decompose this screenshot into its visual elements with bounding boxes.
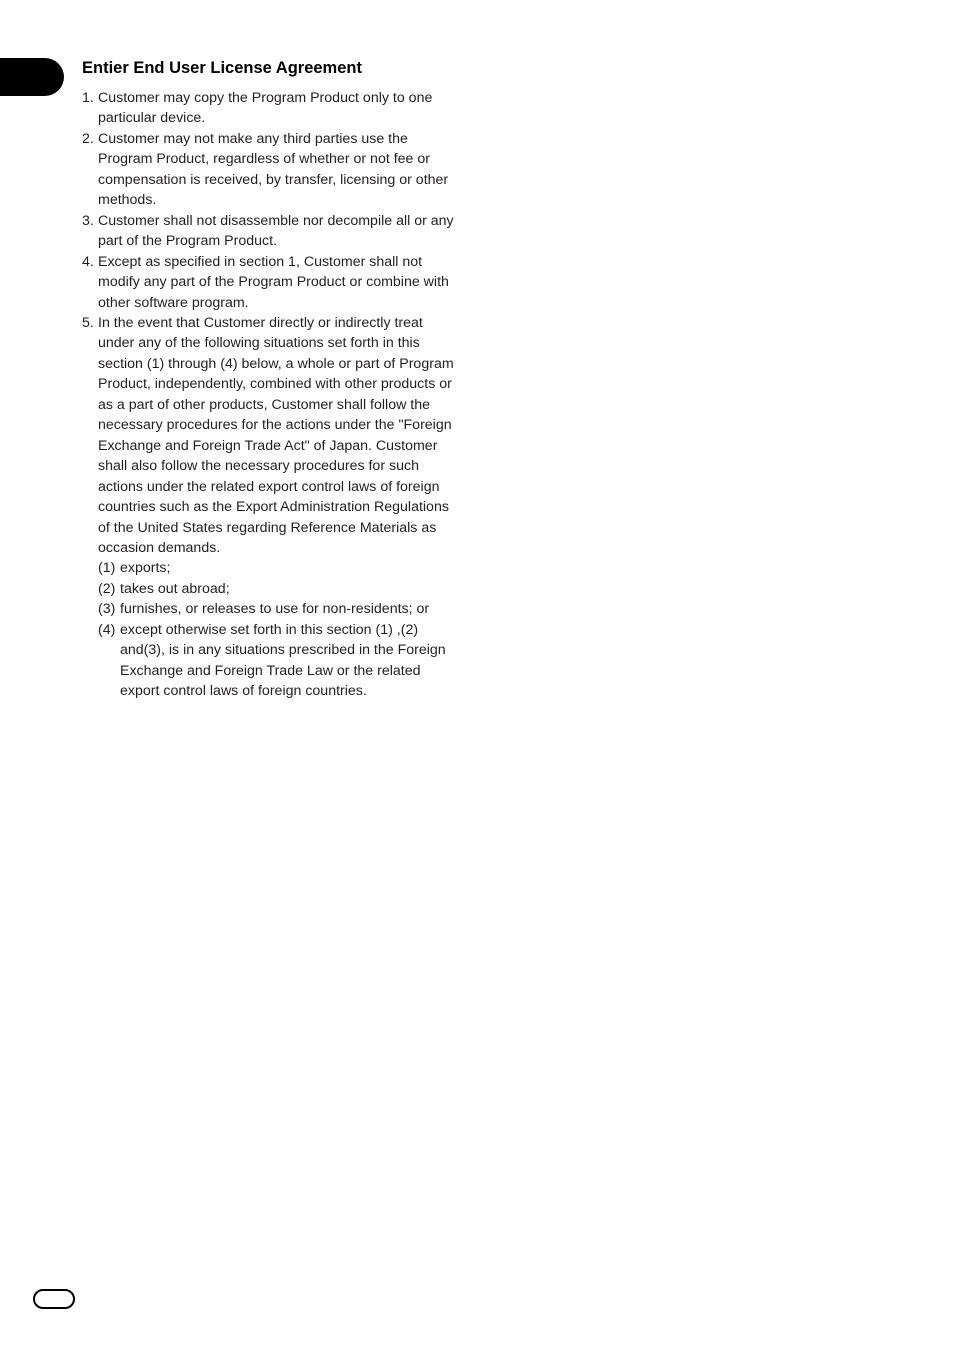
subitem-number: (4) xyxy=(98,621,116,638)
term-subitem-1 xyxy=(98,558,457,578)
subitem-text: exports; xyxy=(120,560,171,577)
term-text: Except as specified in section 1, Customer shall not modify any part of the Program Product or combine with other software program. xyxy=(98,253,449,311)
license-agreement-section xyxy=(82,57,457,702)
subitem-number: (1) xyxy=(98,560,116,577)
language-badge xyxy=(33,1289,75,1309)
term-number: 5. xyxy=(82,314,94,331)
license-term-4 xyxy=(82,252,457,313)
subitem-number: (2) xyxy=(98,580,116,597)
term-subitem-3 xyxy=(98,599,457,619)
subitem-text: furnishes, or releases to use for non-residents; or xyxy=(120,601,430,618)
term-text: In the event that Customer directly or indirectly treat under any of the following situations set forth in this section (1) through (4) below, a whole or part of Program Product, independently, combined with other products or as a part of other products, Customer shall follow the necessary procedures for the actions under the "Foreign Exchange and Foreign Trade Act" of Japan. Customer shall also follow the necessary procedures for such actions under the related export control laws of foreign countries such as the Export Administration Regulations of the United States regarding Reference Materials as occasion demands. xyxy=(98,314,454,556)
section-heading: Entier End User License Agreement xyxy=(82,59,362,77)
subitem-text: takes out abroad; xyxy=(120,580,230,597)
term-number: 2. xyxy=(82,130,94,147)
subitem-text: except otherwise set forth in this section (1) ,(2) and(3), is in any situations prescribed in the Foreign Exchange and Foreign Trade Law or the related export control laws of foreign countries. xyxy=(120,621,446,700)
term-number: 4. xyxy=(82,253,94,270)
license-term-3 xyxy=(82,211,457,252)
term-subitems-list xyxy=(98,558,457,701)
term-text: Customer shall not disassemble nor decompile all or any part of the Program Product. xyxy=(98,212,454,250)
term-number: 1. xyxy=(82,90,94,106)
term-subitem-4 xyxy=(98,620,457,702)
subitem-number: (3) xyxy=(98,601,116,618)
term-text: Customer may copy the Program Product only to one particular device. xyxy=(98,90,433,127)
license-terms-list xyxy=(82,88,457,702)
license-term-1 xyxy=(82,88,457,129)
term-text: Customer may not make any third parties use the Program Product, regardless of whether or not fee or compensation is received, by transfer, licensing or other methods. xyxy=(98,130,449,209)
license-term-5 xyxy=(82,313,457,702)
section-tab xyxy=(0,58,64,96)
license-term-2 xyxy=(82,129,457,211)
term-number: 3. xyxy=(82,212,94,229)
term-subitem-2 xyxy=(98,579,457,599)
